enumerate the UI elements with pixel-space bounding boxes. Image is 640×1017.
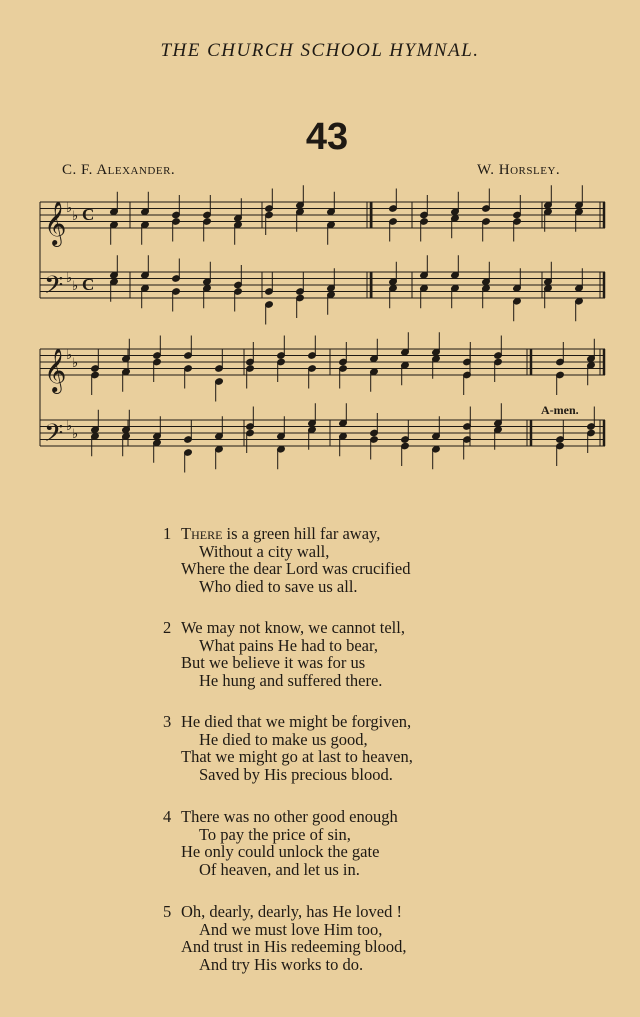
treble-clef-icon: 𝄞	[44, 201, 67, 245]
amen-label: A-men.	[541, 403, 579, 417]
flat-icon: ♭	[72, 278, 79, 293]
verse-line: Who died to save us all.	[199, 576, 358, 596]
verse-number: 3	[163, 712, 172, 731]
common-time-icon: C	[82, 205, 95, 224]
flat-icon: ♭	[72, 355, 79, 370]
verse-line: Of heaven, and let us in.	[199, 859, 360, 879]
treble-clef-icon: 𝄞	[44, 348, 67, 392]
verse-line: Oh, dearly, dearly, has He loved !	[181, 902, 402, 921]
flat-icon: ♭	[66, 347, 73, 362]
verse-line: And we must love Him too,	[199, 919, 383, 939]
verse-number: 4	[163, 807, 172, 826]
bass-clef-icon: 𝄢	[44, 271, 64, 306]
verse-line: Without a city wall,	[199, 541, 330, 561]
flat-icon: ♭	[66, 418, 73, 433]
verse-line: He only could unlock the gate	[181, 842, 380, 861]
running-head: THE CHURCH SCHOOL HYMNAL.	[160, 40, 480, 61]
hymn-number: 43	[305, 116, 349, 158]
verse-line-rest: is a green hill far away,	[222, 524, 381, 543]
verse-line: He hung and suffered there.	[199, 670, 383, 690]
verse-line: And trust in His redeeming blood,	[181, 937, 407, 956]
verse-number: 2	[163, 618, 172, 637]
verse-lead-word: There	[181, 524, 223, 543]
flat-icon: ♭	[72, 426, 79, 441]
verse-line: Where the dear Lord was crucified	[181, 559, 411, 578]
verse-number: 5	[163, 902, 172, 921]
verse-line: Saved by His precious blood.	[199, 764, 393, 784]
verse-line: We may not know, we cannot tell,	[181, 618, 405, 637]
common-time-icon: C	[82, 275, 95, 294]
verse-line: He died that we might be forgiven,	[181, 712, 412, 731]
composer-name: W. Horsley.	[477, 162, 561, 178]
verse-line: To pay the price of sin,	[199, 824, 351, 844]
verse-line: What pains He had to bear,	[199, 635, 378, 655]
author-name: C. F. Alexander.	[62, 162, 176, 178]
verse-line: He died to make us good,	[199, 729, 368, 749]
music-score	[0, 0, 640, 500]
verse-line: There was no other good enough	[181, 807, 398, 826]
verse-line	[181, 525, 380, 543]
flat-icon: ♭	[66, 270, 73, 285]
bass-clef-icon: 𝄢	[44, 419, 64, 454]
verse-line: And try His works to do.	[199, 954, 364, 974]
flat-icon: ♭	[72, 208, 79, 223]
flat-icon: ♭	[66, 200, 73, 215]
verse-line: But we believe it was for us	[181, 653, 366, 672]
verse-number: 1	[163, 524, 172, 543]
verse-line: That we might go at last to heaven,	[181, 747, 413, 766]
